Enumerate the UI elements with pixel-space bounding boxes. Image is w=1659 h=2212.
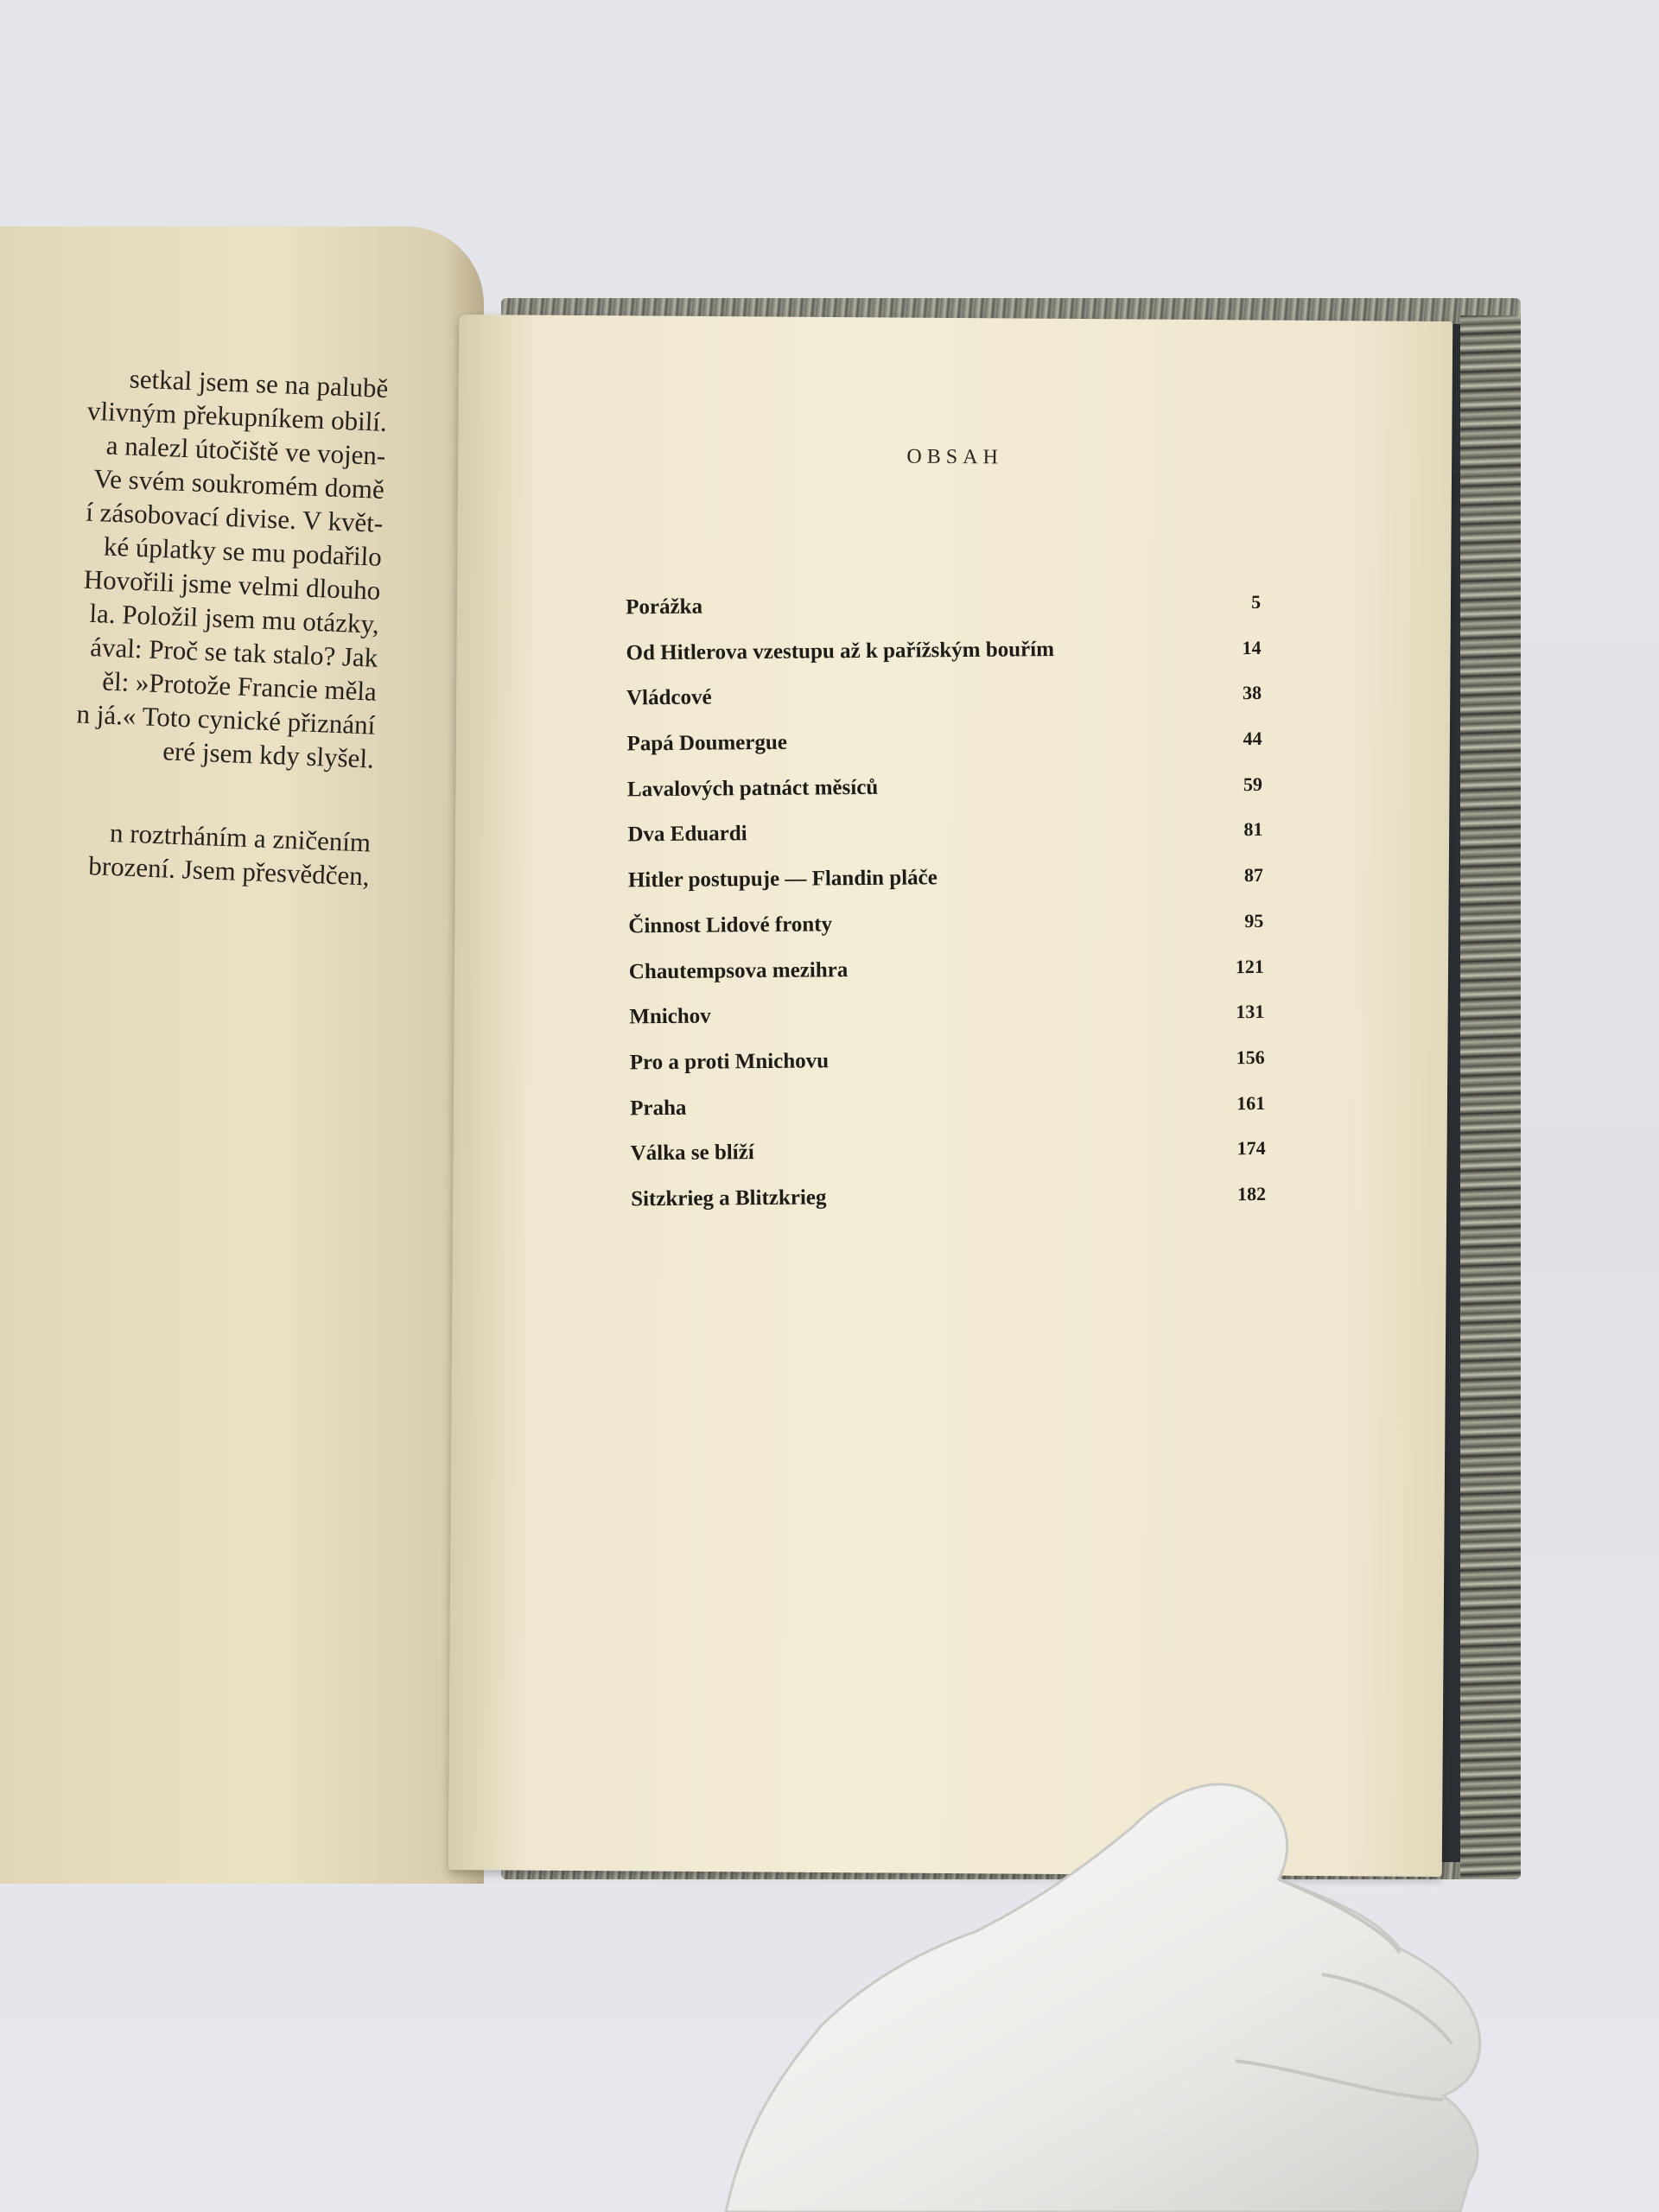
toc-entry-page: 14 bbox=[1242, 636, 1262, 658]
left-line: a nalezl útočiště ve vojen- bbox=[105, 429, 386, 471]
toc-entry-page: 174 bbox=[1236, 1137, 1266, 1160]
toc-entry bbox=[629, 1000, 1264, 1051]
toc-entry-page: 161 bbox=[1236, 1091, 1266, 1114]
left-line: í zásobovací divise. V květ- bbox=[85, 496, 384, 538]
table-of-contents bbox=[626, 590, 1266, 1233]
toc-entry-title: Praha bbox=[630, 1096, 687, 1120]
toc-entry-title: Sitzkrieg a Blitzkrieg bbox=[631, 1185, 827, 1211]
toc-entry-title: Od Hitlerova vzestupu až k pařížským bouřím bbox=[626, 637, 1055, 665]
left-page bbox=[0, 226, 484, 1884]
toc-entry-title: Válka se blíží bbox=[630, 1141, 754, 1166]
left-line: la. Položil jsem mu otázky, bbox=[88, 597, 380, 639]
left-line: ké úplatky se mu podařilo bbox=[103, 531, 383, 572]
toc-entry bbox=[630, 1046, 1265, 1096]
right-page bbox=[448, 315, 1453, 1877]
toc-entry-page: 95 bbox=[1244, 909, 1264, 931]
toc-entry-title: Činnost Lidové fronty bbox=[628, 912, 833, 938]
left-line: setkal jsem se na palubě bbox=[129, 363, 389, 404]
toc-entry-title: Dva Eduardi bbox=[627, 822, 747, 847]
toc-entry-title: Papá Doumergue bbox=[626, 730, 788, 756]
book-cover-edge bbox=[1460, 315, 1521, 1879]
white-glove-hand bbox=[717, 1767, 1581, 2212]
toc-entry-page: 182 bbox=[1236, 1182, 1267, 1205]
toc-entry-page: 5 bbox=[1251, 590, 1262, 613]
toc-entry-page: 121 bbox=[1235, 955, 1264, 977]
toc-entry-page: 59 bbox=[1243, 772, 1263, 795]
toc-entry bbox=[630, 1090, 1265, 1141]
toc-entry bbox=[631, 1182, 1266, 1233]
toc-entry bbox=[628, 863, 1263, 914]
toc-entry-page: 81 bbox=[1243, 818, 1263, 841]
left-line: Hovořili jsme velmi dlouho bbox=[83, 563, 381, 606]
toc-entry bbox=[626, 681, 1262, 732]
left-line: Ve svém soukromém domě bbox=[92, 462, 385, 505]
left-line: n roztrháním a zničením bbox=[109, 817, 372, 858]
left-line: n já.« Toto cynické přiznání bbox=[75, 698, 376, 741]
toc-title: OBSAH bbox=[906, 445, 1003, 469]
left-page-text bbox=[0, 357, 389, 893]
toc-entry-title: Vládcové bbox=[626, 685, 712, 710]
toc-entry-page: 87 bbox=[1243, 864, 1263, 887]
toc-entry bbox=[628, 909, 1263, 960]
toc-entry-title: Pro a proti Mnichovu bbox=[629, 1049, 830, 1075]
toc-entry bbox=[626, 590, 1261, 641]
toc-entry bbox=[626, 636, 1261, 687]
toc-entry-page: 38 bbox=[1242, 682, 1262, 704]
toc-entry-page: 131 bbox=[1236, 1001, 1265, 1023]
toc-entry-title: Chautempsova mezihra bbox=[628, 957, 849, 983]
left-line: vlivným překupníkem obilí. bbox=[86, 395, 388, 437]
toc-entry-title: Mnichov bbox=[629, 1004, 711, 1029]
left-line: ěl: »Protože Francie měla bbox=[101, 665, 378, 707]
toc-entry bbox=[626, 727, 1262, 778]
toc-entry bbox=[627, 772, 1262, 823]
toc-entry-title: Hitler postupuje — Flandin pláče bbox=[627, 866, 938, 893]
toc-entry-title: Lavalových patnáct měsíců bbox=[626, 775, 879, 802]
toc-entry bbox=[631, 1136, 1266, 1187]
toc-entry bbox=[627, 817, 1262, 868]
toc-entry-title: Porážka bbox=[626, 594, 703, 620]
toc-entry-page: 156 bbox=[1236, 1046, 1265, 1069]
left-line: ával: Proč se tak stalo? Jak bbox=[89, 631, 378, 673]
toc-entry bbox=[629, 954, 1264, 1005]
left-line: eré jsem kdy slyšel. bbox=[162, 735, 375, 774]
toc-entry-page: 44 bbox=[1243, 728, 1262, 750]
left-line: brození. Jsem přesvědčen, bbox=[87, 850, 371, 892]
